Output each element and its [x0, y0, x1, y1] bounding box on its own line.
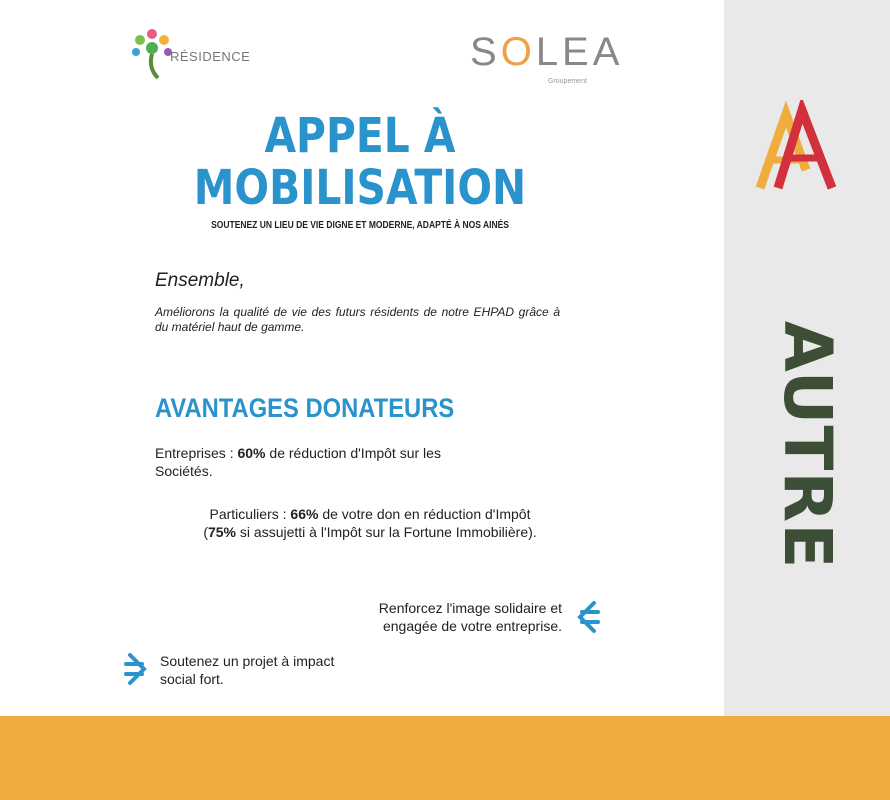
- aa-logo-icon: [752, 100, 842, 195]
- title-line-2: MOBILISATION: [193, 160, 527, 216]
- intro-text: Améliorons la qualité de vie des futurs résidents de notre EHPAD grâce à du matériel haut de gamme.: [155, 305, 560, 334]
- title-line-1: APPEL À: [264, 108, 456, 164]
- solea-logo: SOLEA: [470, 30, 624, 74]
- benefit-image: Renforcez l'image solidaire et engagée de votre entreprise.: [378, 600, 562, 634]
- companies-advantage: Entreprises : 60% de réduction d'Impôt sur les Sociétés.: [155, 445, 441, 479]
- arrow-right-icon: [122, 652, 150, 686]
- category-sidebar: [724, 0, 890, 716]
- individuals-advantage: Particuliers : 66% de votre don en réduction d'Impôt (75% si assujetti à l'Impôt sur la Fortune Immobilière).: [203, 506, 537, 540]
- residence-logo-text: RÉSIDENCE: [170, 49, 251, 64]
- footer-band: [0, 716, 890, 800]
- benefit-project: Soutenez un projet à impact social fort.: [160, 653, 335, 687]
- arrow-left-icon: [574, 600, 602, 634]
- intro-heading: Ensemble,: [155, 270, 245, 291]
- category-label: AUTRE: [769, 320, 846, 570]
- tree-icon: [128, 26, 173, 82]
- residence-logo: [128, 26, 251, 82]
- subtitle: SOUTENEZ UN LIEU DE VIE DIGNE ET MODERNE, ADAPTÉ À NOS AINÉS: [211, 220, 509, 231]
- solea-logo-sub: Groupement: [548, 78, 587, 85]
- advantages-heading: AVANTAGES DONATEURS: [155, 393, 455, 423]
